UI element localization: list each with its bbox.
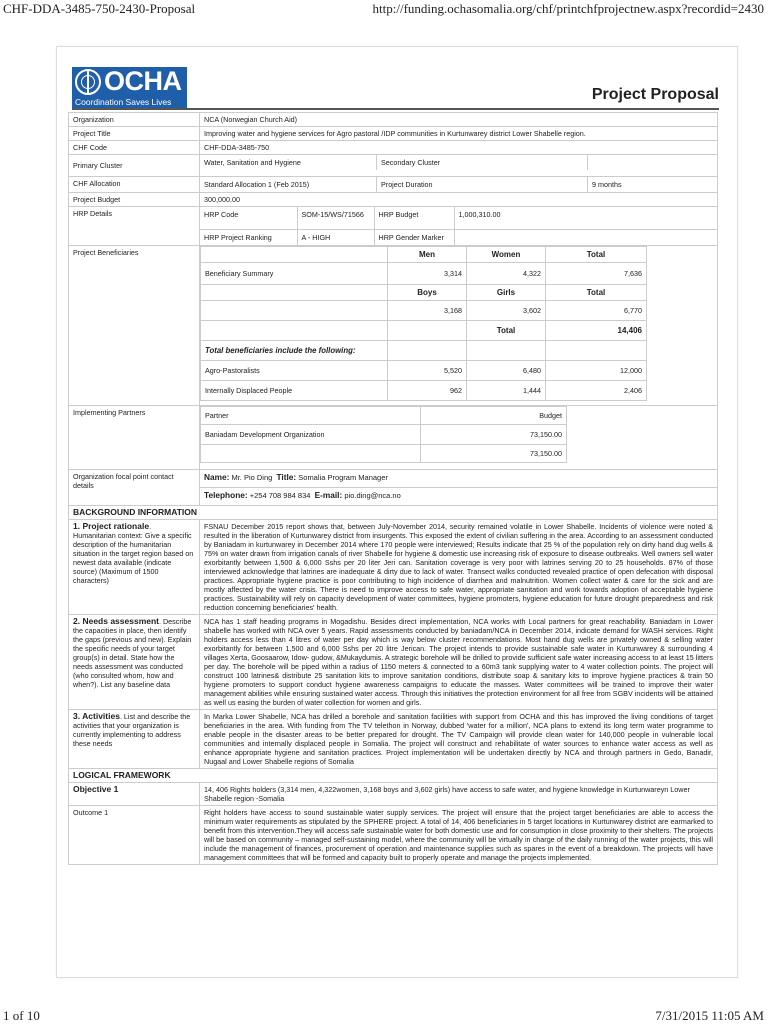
print-header-url[interactable]: http://funding.ochasomalia.org/chf/printchfprojectnew.aspx?recordid=2430 <box>372 1 764 16</box>
objective-text: 14, 406 Rights holders (3,314 men, 4,322women, 3,168 boys and 3,602 girls) have access to safe water, and hygiene knowledge in Kurtunwareyn Lower Shabelle region -Somalia <box>200 783 718 806</box>
partners-total: 73,150.00 <box>421 445 567 463</box>
print-header-title: CHF-DDA-3485-750-2430-Proposal <box>3 1 196 16</box>
col-women: Women <box>467 247 546 263</box>
row-project-title <box>69 127 718 141</box>
beneficiary-value: 12,000 <box>546 361 647 381</box>
row-beneficiaries <box>69 246 718 406</box>
men-value: 3,314 <box>388 263 467 285</box>
beneficiary-value: 962 <box>388 381 467 401</box>
grand-total-value: 14,406 <box>546 321 647 341</box>
contact-title-label: Title: <box>276 472 297 482</box>
field-label: Organization focal point contact details <box>69 470 200 506</box>
col-total: Total <box>546 247 647 263</box>
women-value: 4,322 <box>467 263 546 285</box>
row-primary-cluster <box>69 155 718 177</box>
field-label: Primary Cluster <box>69 155 200 177</box>
beneficiary-type: Agro-Pastoralists <box>201 361 388 381</box>
beneficiary-summary-label: Beneficiary Summary <box>201 263 388 285</box>
field-label: CHF Allocation <box>69 177 200 193</box>
girls-value: 3,602 <box>467 301 546 321</box>
title-divider <box>72 108 719 110</box>
table-row <box>201 361 647 381</box>
beneficiary-type: Internally Displaced People <box>201 381 388 401</box>
needs-desc: . Describe the capacities in place, then identify the gaps (previous and new). Explain the specific needs of your target group(s) in detail. State how the needs assessment was conducted (who consulted whom, how and when?). List any baseline data <box>73 617 192 689</box>
partner-budget: 73,150.00 <box>421 425 567 445</box>
ocha-logo <box>72 67 187 109</box>
field-label: Project Duration <box>377 177 588 192</box>
hrp-code-value: SOM-15/WS/71566 <box>297 207 374 229</box>
field-label: HRP Details <box>69 207 200 246</box>
row-needs-assessment <box>69 615 718 710</box>
section-background <box>69 506 718 520</box>
row-chf-allocation <box>69 177 718 193</box>
row-project-budget <box>69 193 718 207</box>
row-activities <box>69 710 718 769</box>
field-label: Organization <box>69 113 200 127</box>
hrp-gender-label: HRP Gender Marker <box>374 229 454 245</box>
section-heading: LOGICAL FRAMEWORK <box>69 769 718 783</box>
hrp-code-label: HRP Code <box>200 207 297 229</box>
field-label: Project Beneficiaries <box>69 246 200 406</box>
field-value: 300,000.00 <box>200 193 718 207</box>
row-organization <box>69 113 718 127</box>
un-globe-icon <box>75 69 101 95</box>
contact-email[interactable]: pio.ding@nca.no <box>344 491 401 500</box>
rationale-text: FSNAU December 2015 report shows that, between July-November 2014, security remained volatile in Lower Shabelle. Incidents of violence were noted & resulted in the liberation of Kurtunwarey district from insurgents. This exposed the extent of civilian suffering in the area. According to an assessment conducted by Baniadam in kurtunwarey in December 2014 where 170 people were interviewed; Results indicate that 25 % of the population rely on dirty hand dug wells & 75% on water drawn from irrigation canals of river Shabelle for hygiene & domestic use increasing risk of exposure to disease outbreaks. Well owners sell water exorbitantly between 1,500 & 6,000 Sshs per 20 liter Jeri can. Sanitation coverage is very poor with latrines serving 20 to 25 households. 87% of those interviewed acknowledge that latrines are inadequate & dirty due to lack of water. Transect walks conducted revealed practice of open defecation with disposal practices. Appropriate hygiene practice is poor contributing to high incidence of diarrhea and malnutrition. Women collect water & care for the sick and are mostly affected by the water crisis. There is need to improve access to safe water, appropriate sanitation and work towards adoption of acceptable hygiene practices. Sustainability will rely on capacity development of water committees, hygiene promoters, hygiene education for future drought preparedness and risk reduction concerning beneficiaries' health. <box>200 520 718 615</box>
field-value: NCA (Norwegian Church Aid) <box>200 113 718 127</box>
needs-text: NCA has 1 staff heading programs in Mogadishu. Besides direct implementation, NCA works with Local partners for great reachability. Baniadam in Lower shabelle has worked with NCA over 5 years. Rapid assessments conducted by baniadam/NCA in December 2014, indicate demand for WASH services. Right holders access less than 4 litres of water per day which is way below cluster recommendations. Most hand dug wells are privately owned & selling water exorbitantly for between 1,500 and 6,000 Sshs per 20 litre Jerican. The project intends to provide sustainable safe water in Kurtunwarey & surrounding 4 villages Xerta, Goosaarow, Idow- gudow, &Mukaydumis. A strategic borehole will be drilled to provide sufficient safe water increasing access to at least 15 litters per day. The borehole will be piped within a radius of 1150 meters & connected to a 60m3 tank supplying water to 4 water collection points. The project will construct 100 latrines& distribute 25 sanitation kits to improve sanitation conditions, distribute soap & sanitary kits to improve hygiene practices & train 50 hygiene promoters to support conduct hygiene awareness campaigns to educate the masses. Water committees will be trained to improve their water management abilities while ensuring sustained water access. Through this initiatives the protection environment for all free from SGBV incidents will be attained as well us easing the burden of water collection for women and girls. <box>200 615 718 710</box>
beneficiaries-table <box>200 246 647 401</box>
col-men: Men <box>388 247 467 263</box>
rationale-desc: . Humanitarian context: Give a specific description of the humanitarian situation in the target region based on newest data available (indicate source) (Maximum of 1500 characters) <box>73 522 194 585</box>
activities-title: 3. Activities <box>73 711 120 721</box>
page-number: 1 of 10 <box>3 1008 40 1023</box>
objective-label: Objective 1 <box>69 783 200 806</box>
row-outcome <box>69 806 718 865</box>
hrp-ranking-value: A - HIGH <box>297 229 374 245</box>
activities-text: In Marka Lower Shabelle, NCA has drilled a borehole and sanitation facilities with support from OCHA and this has improved the living conditions of target beneficiaries in the area. With funding from The TV telethon in Norway, dubbed 'water for a million', NCA plans to extend its long term water programme to enable people in the disaster areas to be better prepared for drought. The TV Campaign will provide clean water for 140,000 people in vulnerable local communities and internally displaced people in Somalia. The project will construct and rehabilitate of water sources to enhance water access as well as enhance appropriate hygiene and sanitation practices. Project implementation will be undertaken directly by NCA and through partners in Gedo, Banadir, Nugaal and Lower Shabelle regions of Somalia <box>200 710 718 769</box>
contact-name-label: Name: <box>204 472 230 482</box>
field-label: Project Title <box>69 127 200 141</box>
contact-name: Mr. Pio Ding <box>231 473 273 482</box>
field-value: 9 months <box>592 180 622 189</box>
section-heading: BACKGROUND INFORMATION <box>69 506 718 520</box>
field-label: Secondary Cluster <box>377 155 588 170</box>
field-value: CHF-DDA-3485-750 <box>200 141 718 155</box>
row-hrp-details <box>69 207 718 246</box>
col-girls: Girls <box>467 285 546 301</box>
page-title: Project Proposal <box>591 86 719 103</box>
field-label: CHF Code <box>69 141 200 155</box>
children-total-value: 6,770 <box>546 301 647 321</box>
col-partner: Partner <box>201 407 421 425</box>
col-total-children: Total <box>546 285 647 301</box>
row-chf-code <box>69 141 718 155</box>
contact-phone-label: Telephone: <box>204 490 248 500</box>
beneficiary-value: 6,480 <box>467 361 546 381</box>
field-label: Project Budget <box>69 193 200 207</box>
proposal-table <box>68 112 718 865</box>
table-row <box>201 425 567 445</box>
hrp-ranking-label: HRP Project Ranking <box>200 229 297 245</box>
row-contact <box>69 470 718 506</box>
field-value: Standard Allocation 1 (Feb 2015) <box>200 177 377 192</box>
rationale-title: 1. Project rationale <box>73 521 150 531</box>
field-value: Water, Sanitation and Hygiene <box>200 155 377 170</box>
partner-name: Baniadam Development Organization <box>201 425 421 445</box>
row-project-rationale <box>69 520 718 615</box>
partners-table <box>200 406 567 463</box>
contact-title: Somalia Program Manager <box>298 473 388 482</box>
logo-wordmark: OCHA <box>104 66 182 96</box>
table-row <box>201 381 647 401</box>
grand-total-label: Total <box>467 321 546 341</box>
include-label: Total beneficiaries include the following: <box>201 341 388 361</box>
boys-value: 3,168 <box>388 301 467 321</box>
hrp-budget-value: 1,000,310.00 <box>454 207 717 229</box>
section-logframe <box>69 769 718 783</box>
row-objective <box>69 783 718 806</box>
col-boys: Boys <box>388 285 467 301</box>
contact-email-label: E-mail: <box>314 490 343 500</box>
logo-tagline: Coordination Saves Lives <box>75 97 172 107</box>
outcome-label: Outcome 1 <box>69 806 200 865</box>
hrp-gender-value <box>454 229 717 245</box>
contact-phone: +254 708 984 834 <box>249 491 311 500</box>
print-header <box>0 0 768 18</box>
field-label: Implementing Partners <box>69 406 200 470</box>
print-timestamp: 7/31/2015 11:05 AM <box>655 1008 764 1023</box>
row-implementing-partners <box>69 406 718 470</box>
outcome-text: Right holders have access to sound sustainable water supply services. The project will ensure that the project target beneficiaries are able to access the minimum water requirements as stipulated by the SPHERE project. A total of 14, 406 beneficiaries in 5 target locations in Kurtunwarey district are earmarked to benefit from this intervention.They will access safe sustainable water for both domestic use and for consumption in close proximity to their shelters. The projects will be based on community – managed self-sustaining model, where the community will be virtually in charge of the daily running of the water projects, this will include the management of finances, procurement of operation and maintenance supplies such as spares in the event of a breakdown. The projects will have management committees that will be formed and capacity built to properly operate and manage the projects implemented. <box>200 806 718 865</box>
adults-total-value: 7,636 <box>546 263 647 285</box>
print-footer <box>0 1005 768 1023</box>
needs-title: 2. Needs assessment <box>73 616 159 626</box>
beneficiary-value: 2,406 <box>546 381 647 401</box>
field-value <box>588 155 718 170</box>
field-value: Improving water and hygiene services for Agro pastoral /IDP communities in Kurtunwarey district Lower Shabelle region. <box>200 127 718 141</box>
hrp-budget-label: HRP Budget <box>374 207 454 229</box>
activities-desc: . List and describe the activities that your organization is currently implementing to address these needs <box>73 712 191 748</box>
beneficiary-value: 5,520 <box>388 361 467 381</box>
col-budget: Budget <box>421 407 567 425</box>
beneficiary-value: 1,444 <box>467 381 546 401</box>
